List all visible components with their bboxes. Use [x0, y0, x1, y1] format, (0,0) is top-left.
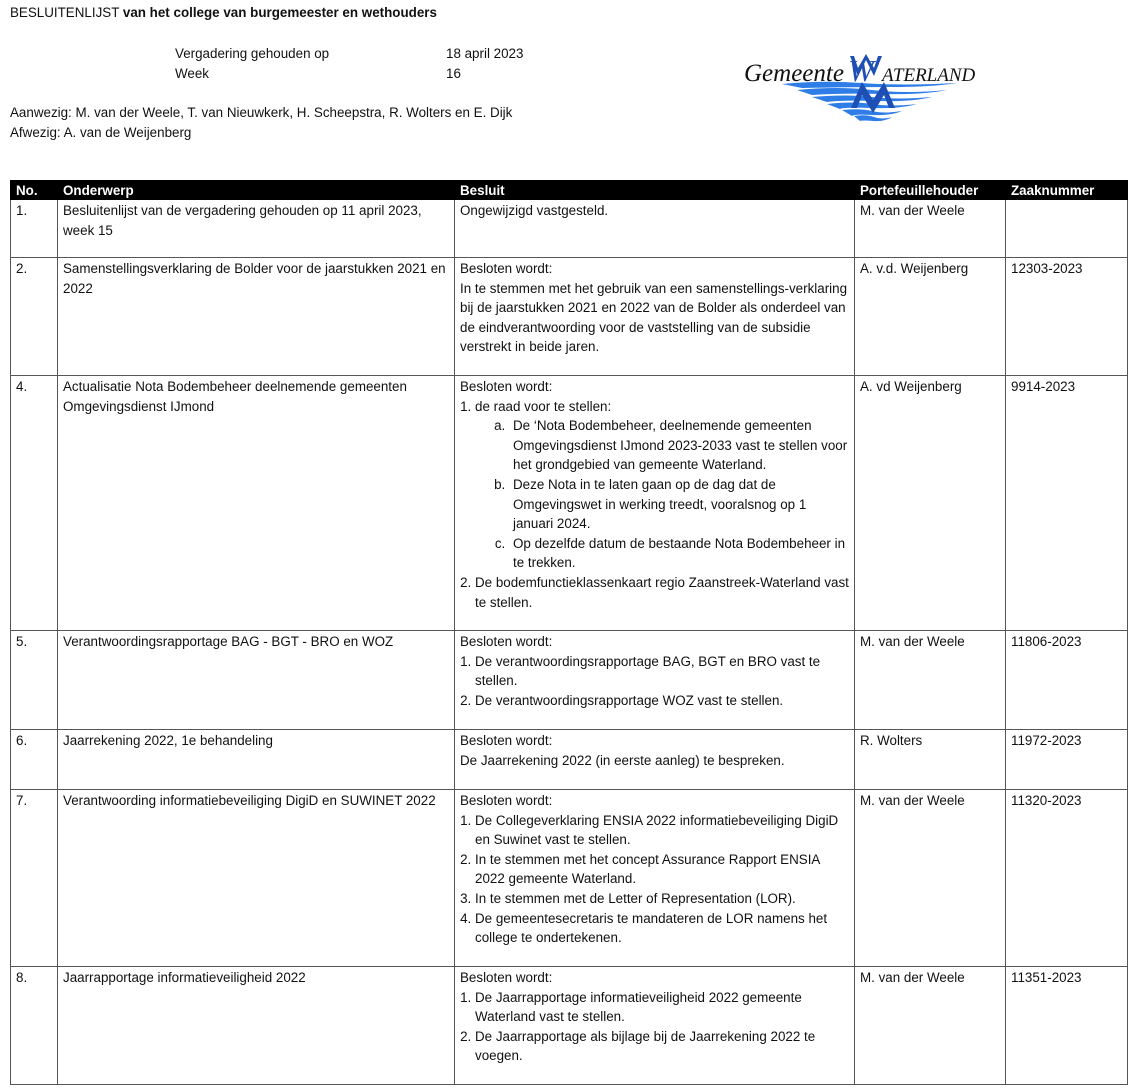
row-holder: M. van der Weele — [855, 967, 1006, 1085]
row-number: 7. — [11, 790, 58, 967]
table-row — [11, 376, 1128, 631]
row-holder: M. van der Weele — [855, 200, 1006, 258]
meeting-info — [175, 44, 523, 83]
list-item: 2. De verantwoordingsrapportage WOZ vast te stellen. — [475, 691, 849, 711]
row-subject: Samenstellingsverklaring de Bolder voor de jaarstukken 2021 en 2022 — [58, 258, 455, 376]
col-header-holder: Portefeuillehouder — [855, 181, 1006, 200]
week-label: Week — [175, 65, 209, 81]
row-number: 5. — [11, 631, 58, 730]
decision-list — [460, 397, 849, 613]
row-decision — [455, 967, 855, 1085]
row-subject: Verantwoording informatiebeveiliging DigiD en SUWINET 2022 — [58, 790, 455, 967]
decision-intro: Besloten wordt: — [460, 733, 553, 748]
row-number: 1. — [11, 200, 58, 258]
decision-intro: Besloten wordt: — [460, 793, 553, 808]
row-holder: R. Wolters — [855, 730, 1006, 790]
row-holder: A. vd Weijenberg — [855, 376, 1006, 631]
logo-graphic — [742, 50, 1004, 128]
list-item: a. De ‘Nota Bodembeheer, deelnemende gemeenten Omgevingsdienst IJmond 2023-2033 vast te stellen voor het grondgebied van gemeente Waterland. — [509, 416, 849, 475]
row-number: 2. — [11, 258, 58, 376]
col-header-decision: Besluit — [455, 181, 855, 200]
logo-text-gemeente: Gemeente — [744, 60, 844, 87]
table-row — [11, 967, 1128, 1085]
list-item — [475, 397, 849, 573]
table-row — [11, 730, 1128, 790]
decision-intro: Besloten wordt: — [460, 379, 553, 394]
list-item: 1. De verantwoordingsrapportage BAG, BGT en BRO vast te stellen. — [475, 652, 849, 691]
list-item: 4. De gemeentesecretaris te mandateren de LOR namens het college te ondertekenen. — [475, 909, 849, 948]
decision-intro: Besloten wordt: — [460, 970, 553, 985]
decision-list — [460, 811, 849, 948]
absent-line: Afwezig: A. van de Weijenberg — [10, 124, 192, 140]
list-item: 2. De Jaarrapportage als bijlage bij de Jaarrekening 2022 te voegen. — [475, 1027, 849, 1066]
row-decision — [455, 790, 855, 967]
col-header-subject: Onderwerp — [58, 181, 455, 200]
present-line: Aanwezig: M. van der Weele, T. van Nieuwkerk, H. Scheepstra, R. Wolters en E. Dijk — [10, 105, 513, 120]
list-item-text: de raad voor te stellen: — [475, 398, 612, 414]
meeting-date-label: Vergadering gehouden op — [175, 46, 330, 61]
row-number: 6. — [11, 730, 58, 790]
row-case: 11806-2023 — [1006, 631, 1128, 730]
row-case — [1006, 200, 1128, 258]
row-case: 12303-2023 — [1006, 258, 1128, 376]
title-bold: van het college van burgemeester en wethouders — [122, 5, 437, 20]
row-decision — [455, 200, 855, 258]
row-case: 11320-2023 — [1006, 790, 1128, 967]
decisions-table — [10, 180, 1128, 1085]
col-header-case: Zaaknummer — [1006, 181, 1128, 200]
table-row — [11, 258, 1128, 376]
row-subject: Actualisatie Nota Bodembeheer deelnemende gemeenten Omgevingsdienst IJmond — [58, 376, 455, 631]
list-item: 1. De Jaarrapportage informatieveiligheid 2022 gemeente Waterland vast te stellen. — [475, 988, 849, 1027]
row-number: 4. — [11, 376, 58, 631]
table-row — [11, 200, 1128, 258]
row-case: 11972-2023 — [1006, 730, 1128, 790]
row-holder: M. van der Weele — [855, 790, 1006, 967]
list-item: 1. De Collegeverklaring ENSIA 2022 informatiebeveiliging DigiD en Suwinet vast te stellen. — [475, 811, 849, 850]
logo-text-w: W — [848, 53, 874, 88]
row-case: 11351-2023 — [1006, 967, 1128, 1085]
row-subject: Verantwoordingsrapportage BAG - BGT - BRO en WOZ — [58, 631, 455, 730]
decision-intro: Besloten wordt: — [460, 634, 553, 649]
list-item: 3. In te stemmen met de Letter of Representation (LOR). — [475, 889, 849, 909]
meeting-date-value: 18 april 2023 — [446, 46, 524, 61]
row-holder: M. van der Weele — [855, 631, 1006, 730]
row-subject: Besluitenlijst van de vergadering gehouden op 11 april 2023, week 15 — [58, 200, 455, 258]
gemeente-waterland-logo — [742, 50, 1004, 128]
week-value: 16 — [446, 65, 461, 81]
document-title — [10, 5, 437, 20]
row-decision — [455, 258, 855, 376]
decision-text: De Jaarrekening 2022 (in eerste aanleg) te bespreken. — [460, 752, 785, 768]
decision-text: In te stemmen met het gebruik van een samenstellings-verklaring bij de jaarstukken 2021 en 2022 van de Bolder als onderdeel van de eindverantwoording voor de vaststelling van de subsidie verstrekt in beide jaren. — [460, 280, 848, 355]
decision-text: Ongewijzigd vastgesteld. — [460, 203, 609, 218]
row-number: 8. — [11, 967, 58, 1085]
row-decision — [455, 631, 855, 730]
decision-list — [460, 652, 849, 711]
row-holder: A. v.d. Weijenberg — [855, 258, 1006, 376]
row-subject: Jaarrekening 2022, 1e behandeling — [58, 730, 455, 790]
title-plain: BESLUITENLIJST — [10, 5, 120, 20]
col-header-no: No. — [11, 181, 58, 200]
attendance — [10, 103, 512, 142]
sub-list — [475, 416, 849, 573]
row-decision — [455, 376, 855, 631]
table-row — [11, 790, 1128, 967]
list-item: b. Deze Nota in te laten gaan op de dag dat de Omgevingswet in werking treedt, vooralsnog op 1 januari 2024. — [509, 475, 849, 534]
row-subject: Jaarrapportage informatieveiligheid 2022 — [58, 967, 455, 1085]
list-item: 2. In te stemmen met het concept Assurance Rapport ENSIA 2022 gemeente Waterland. — [475, 850, 849, 889]
table-header-row — [11, 181, 1128, 200]
list-item: c. Op dezelfde datum de bestaande Nota Bodembeheer in te trekken. — [509, 534, 849, 573]
row-case: 9914-2023 — [1006, 376, 1128, 631]
decision-intro: Besloten wordt: — [460, 261, 553, 276]
list-item: 2. De bodemfunctieklassenkaart regio Zaanstreek-Waterland vast te stellen. — [475, 573, 849, 612]
decision-list — [460, 988, 849, 1066]
row-decision — [455, 730, 855, 790]
logo-text-aterland: ATERLAND — [882, 65, 976, 86]
table-row — [11, 631, 1128, 730]
